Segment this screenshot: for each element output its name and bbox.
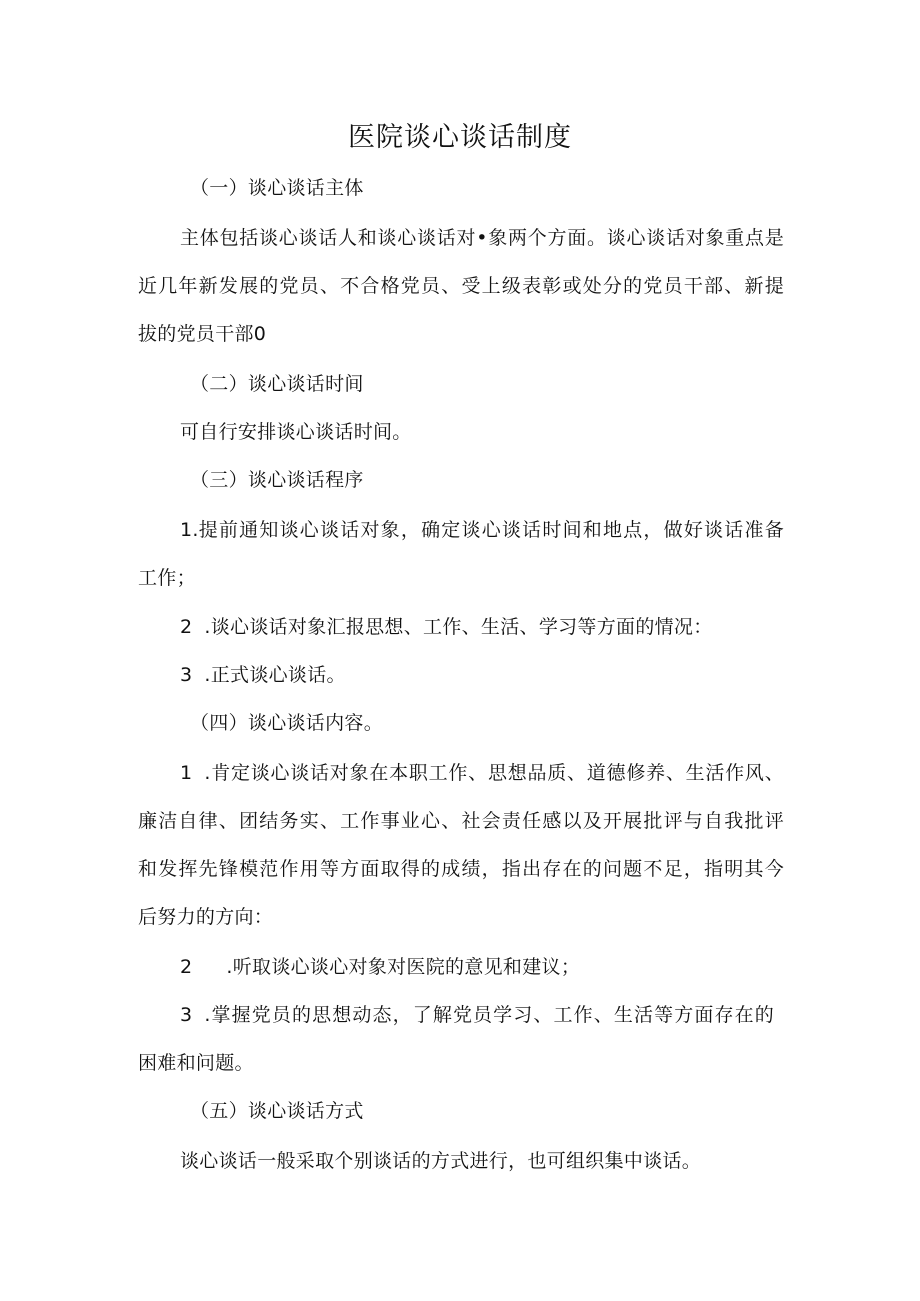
item-text: .听取谈心谈心对象对医院的意见和建议；: [226, 956, 581, 978]
section-heading: （五）谈心谈话方式: [190, 1100, 364, 1122]
list-item: [180, 1001, 784, 1029]
paragraph-line: 廉洁自律、团结务实、工作事业心、社会责任感以及开展批评与自我批评: [138, 810, 784, 832]
item-number: 1.: [180, 519, 199, 541]
item-number: 2: [180, 616, 193, 638]
section-heading: （一）谈心谈话主体: [190, 177, 364, 199]
list-item: [180, 613, 713, 641]
item-number: 1: [180, 762, 193, 784]
item-number: 3: [180, 664, 193, 686]
list-item: [180, 953, 580, 981]
item-number: 2: [180, 956, 193, 978]
paragraph-line: 谈心谈话一般采取个别谈话的方式进行，也可组织集中谈话。: [180, 1150, 702, 1172]
list-item: [180, 661, 346, 689]
paragraph-line: 可自行安排谈心谈话时间。: [180, 421, 412, 443]
section-heading: （四）谈心谈话内容。: [190, 712, 384, 734]
document-title: 医院谈心谈话制度: [348, 122, 572, 153]
section-heading: （三）谈心谈话程序: [190, 469, 364, 491]
item-number: 3: [180, 1004, 193, 1026]
paragraph-line: 工作；: [138, 567, 196, 589]
list-item: [180, 759, 784, 787]
list-item: [180, 516, 784, 544]
section-heading: （二）谈心谈话时间: [190, 373, 364, 395]
paragraph-line: 近几年新发展的党员、不合格党员、受上级表彰或处分的党员干部、新提: [138, 275, 784, 297]
paragraph-line: 拔的党员干部0: [138, 323, 267, 345]
item-text: 提前通知谈心谈话对象，确定谈心谈话时间和地点，做好谈话准备: [198, 519, 784, 541]
item-text: .肯定谈心谈话对象在本职工作、思想品质、道德修养、生活作风、: [204, 762, 784, 784]
paragraph-line: 后努力的方向：: [138, 906, 274, 928]
paragraph-line: 困难和问题。: [138, 1052, 254, 1074]
item-text: .掌握党员的思想动态，了解党员学习、工作、生活等方面存在的: [204, 1004, 774, 1026]
item-text: .谈心谈话对象汇报思想、工作、生活、学习等方面的情况：: [204, 616, 713, 638]
paragraph-line: 主体包括谈心谈话人和谈心谈话对•象两个方面。谈心谈话对象重点是: [180, 227, 784, 249]
item-text: .正式谈心谈话。: [204, 664, 346, 686]
paragraph-line: 和发挥先锋模范作用等方面取得的成绩，指出存在的问题不足，指明其今: [138, 858, 784, 880]
